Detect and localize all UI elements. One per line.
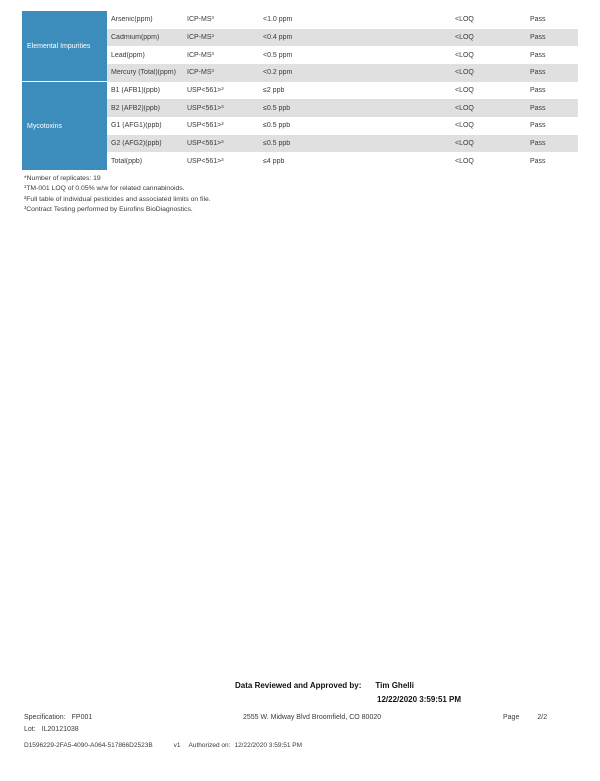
approval-block [235, 681, 414, 690]
analyte-cell: Arsenic(ppm) [111, 16, 153, 24]
specification-label: Specification: [24, 714, 66, 721]
result-cell: <LOQ [455, 69, 474, 77]
limit-cell: ≤4 ppb [263, 157, 285, 165]
status-cell: Pass [530, 16, 546, 24]
table-rows [107, 11, 578, 170]
result-cell: <LOQ [455, 51, 474, 59]
status-cell: Pass [530, 34, 546, 41]
status-cell: Pass [530, 157, 546, 165]
page-value: 2/2 [537, 714, 548, 721]
limit-cell: ≤0.5 ppb [263, 122, 291, 130]
specification [24, 714, 92, 721]
authorized-datetime: 12/22/2020 3:59:51 PM [234, 742, 303, 749]
category-column [22, 11, 107, 170]
limit-cell: <1.0 ppm [263, 16, 293, 24]
analyte-cell: G1 (AFG1)(ppb) [111, 122, 162, 130]
category-elemental-impurities: Elemental Impurities [22, 11, 107, 81]
limit-cell: <0.4 ppm [263, 34, 293, 41]
table-row [107, 82, 578, 100]
lot-label: Lot: [24, 726, 36, 733]
limit-cell: <0.5 ppm [263, 51, 293, 59]
status-cell: Pass [530, 69, 546, 77]
status-cell: Pass [530, 51, 546, 59]
limit-cell: ≤2 ppb [263, 87, 285, 95]
analyte-cell: Total(ppb) [111, 157, 143, 165]
table-row [107, 152, 578, 170]
limit-cell: <0.2 ppm [263, 69, 293, 77]
analyte-cell: Cadmium(ppm) [111, 34, 160, 41]
footnote-contract: ³Contract Testing performed by Eurofins BioDiagnostics. [24, 206, 193, 214]
result-cell: <LOQ [455, 34, 474, 41]
result-cell: <LOQ [455, 122, 474, 130]
analyte-cell: Mercury (Total)(ppm) [111, 69, 176, 77]
table-row [107, 11, 578, 29]
page-label: Page [503, 714, 520, 721]
document-version: v1 [173, 742, 181, 749]
method-cell: USP<561>³ [187, 122, 224, 130]
method-cell: ICP-MS³ [187, 16, 214, 24]
category-mycotoxins: Mycotoxins [22, 82, 107, 170]
analyte-cell: B1 (AFB1)(ppb) [111, 87, 161, 95]
method-cell: ICP-MS³ [187, 34, 214, 41]
result-cell: <LOQ [455, 87, 474, 95]
lot-value: IL20121038 [41, 726, 79, 733]
method-cell: USP<561>³ [187, 157, 224, 165]
method-cell: USP<561>³ [187, 87, 224, 95]
company-address: 2555 W. Midway Blvd Broomfield, CO 80020 [243, 714, 382, 721]
approval-datetime: 12/22/2020 3:59:51 PM [377, 695, 462, 704]
analyte-cell: Lead(ppm) [111, 51, 145, 59]
method-cell: ICP-MS³ [187, 51, 214, 59]
footnote-loq: ¹TM-001 LOQ of 0.05% w/w for related cannabinoids. [24, 185, 185, 193]
result-cell: <LOQ [455, 140, 474, 148]
page-indicator [503, 714, 547, 721]
table-row [107, 46, 578, 64]
status-cell: Pass [530, 104, 546, 112]
table-row [107, 117, 578, 135]
specification-value: FP001 [71, 714, 93, 721]
analyte-cell: G2 (AFG2)(ppb) [111, 140, 162, 148]
result-cell: <LOQ [455, 157, 474, 165]
status-cell: Pass [530, 122, 546, 130]
result-cell: <LOQ [455, 16, 474, 24]
status-cell: Pass [530, 87, 546, 95]
authorized-label: Authorized on: [188, 742, 231, 749]
footnote-pesticides: ²Full table of individual pesticides and associated limits on file. [24, 195, 211, 203]
document-id: D1596229-2FA5-4090-A064-517866D2523B [24, 742, 153, 749]
limit-cell: ≤0.5 ppb [263, 104, 291, 112]
limit-cell: ≤0.5 ppb [263, 140, 291, 148]
lot-line [24, 726, 79, 733]
approver-name: Tim Ghelli [375, 681, 414, 690]
footnotes [24, 174, 211, 216]
results-table [22, 11, 578, 170]
table-row [107, 99, 578, 117]
table-row [107, 29, 578, 47]
table-row [107, 135, 578, 153]
table-row [107, 64, 578, 82]
footnote-replicates: *Number of replicates: 19 [24, 175, 101, 182]
approval-label: Data Reviewed and Approved by: [235, 681, 362, 690]
result-cell: <LOQ [455, 104, 474, 112]
method-cell: USP<561>³ [187, 104, 224, 112]
status-cell: Pass [530, 140, 546, 148]
method-cell: ICP-MS³ [187, 69, 214, 77]
authorization-line [24, 742, 302, 749]
method-cell: USP<561>³ [187, 140, 224, 148]
analyte-cell: B2 (AFB2)(ppb) [111, 104, 161, 112]
